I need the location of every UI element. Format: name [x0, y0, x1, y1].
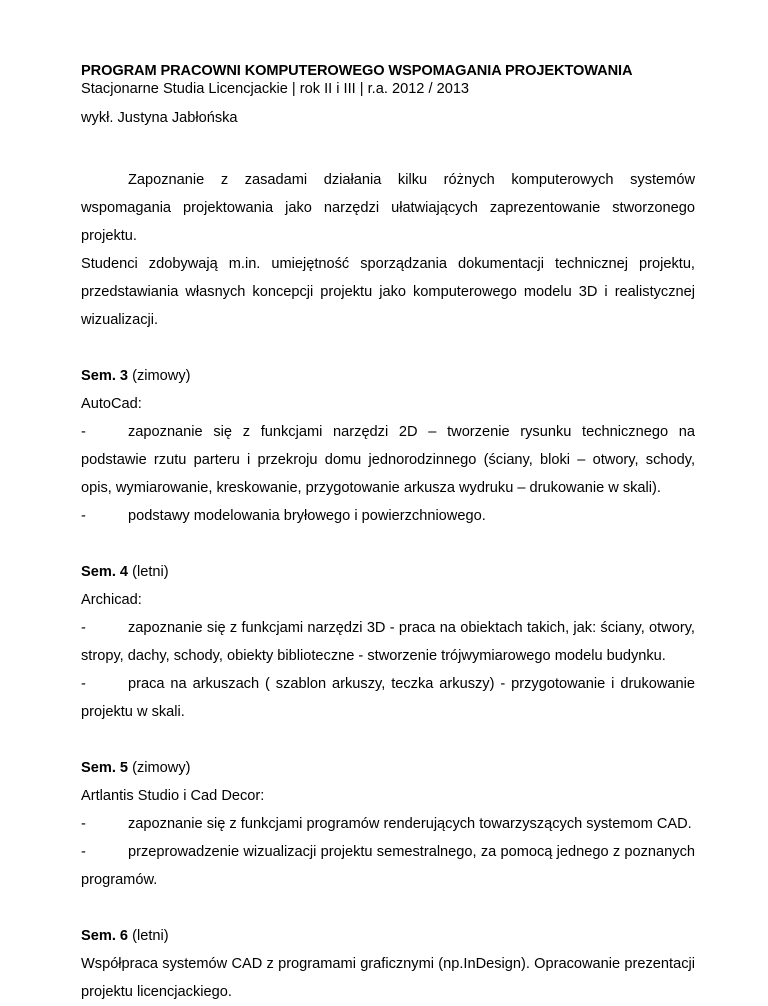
semester-tool: AutoCad: [81, 396, 142, 412]
semester-5-section [81, 754, 695, 894]
semester-description: Współpraca systemów CAD z programami graficznymi (np.InDesign). Opracowanie prezentacji projektu licencjackiego. [81, 956, 695, 1000]
list-item [81, 838, 695, 894]
list-bullet: - [81, 844, 86, 860]
intro-paragraph-1: Zapoznanie z zasadami działania kilku różnych komputerowych systemów wspomagania projektowania jako narzędzi ułatwiających zaprezentowanie stworzonego projektu. [81, 172, 695, 244]
semester-heading [81, 362, 695, 390]
semester-label: Sem. 5 [81, 760, 129, 776]
list-item-text: praca na arkuszach ( szablon arkuszy, teczka arkuszy) - przygotowanie i drukowanie projektu w skali. [81, 676, 695, 720]
intro-section [81, 166, 695, 334]
list-item [81, 502, 695, 530]
semester-heading [81, 558, 695, 586]
intro-paragraph-2: Studenci zdobywają m.in. umiejętność sporządzania dokumentacji technicznej projektu, przedstawiania własnych koncepcji projektu jako komputerowego modelu 3D i realistycznej wizualizacji. [81, 256, 695, 328]
semester-heading [81, 754, 695, 782]
list-bullet: - [81, 816, 86, 832]
semester-label: Sem. 6 [81, 928, 129, 944]
semester-tool: Archicad: [81, 592, 142, 608]
list-item [81, 418, 695, 502]
list-bullet: - [81, 424, 86, 440]
semester-term: (letni) [128, 564, 169, 580]
semester-4-section [81, 558, 695, 726]
semester-term: (zimowy) [128, 368, 191, 384]
document-page [81, 62, 695, 1006]
document-title: PROGRAM PRACOWNI KOMPUTEROWEGO WSPOMAGANIA PROJEKTOWANIA [81, 63, 633, 79]
semester-label: Sem. 3 [81, 368, 129, 384]
list-item-text: zapoznanie się z funkcjami narzędzi 3D - praca na obiektach takich, jak: ściany, otwory, stropy, dachy, schody, obiekty biblioteczne - stworzenie trójwymiarowego modelu budynku. [81, 620, 695, 664]
list-item-text: zapoznanie się z funkcjami programów renderujących towarzyszących systemom CAD. [128, 816, 692, 832]
semester-3-section [81, 362, 695, 530]
list-bullet: - [81, 508, 86, 524]
list-item [81, 614, 695, 670]
list-bullet: - [81, 620, 86, 636]
semester-term: (zimowy) [128, 760, 191, 776]
list-item [81, 670, 695, 726]
semester-term: (letni) [128, 928, 169, 944]
list-item-text: podstawy modelowania bryłowego i powierzchniowego. [128, 508, 486, 524]
document-subtitle: Stacjonarne Studia Licencjackie | rok II i III | r.a. 2012 / 2013 [81, 81, 470, 97]
semester-6-section [81, 922, 695, 1006]
semester-label: Sem. 4 [81, 564, 129, 580]
list-bullet: - [81, 676, 86, 692]
list-item-text: przeprowadzenie wizualizacji projektu semestralnego, za pomocą jednego z poznanych programów. [81, 844, 695, 888]
lecturer-name: wykł. Justyna Jabłońska [81, 110, 238, 126]
list-item [81, 810, 695, 838]
semester-heading [81, 922, 695, 950]
semester-tool: Artlantis Studio i Cad Decor: [81, 788, 265, 804]
list-item-text: zapoznanie się z funkcjami narzędzi 2D – tworzenie rysunku technicznego na podstawie rzutu parteru i przekroju domu jednorodzinnego (ściany, bloki – otwory, schody, opis, wymiarowanie, kreskowanie, przygotowanie arkusza wydruku – drukowanie w skali). [81, 424, 695, 496]
